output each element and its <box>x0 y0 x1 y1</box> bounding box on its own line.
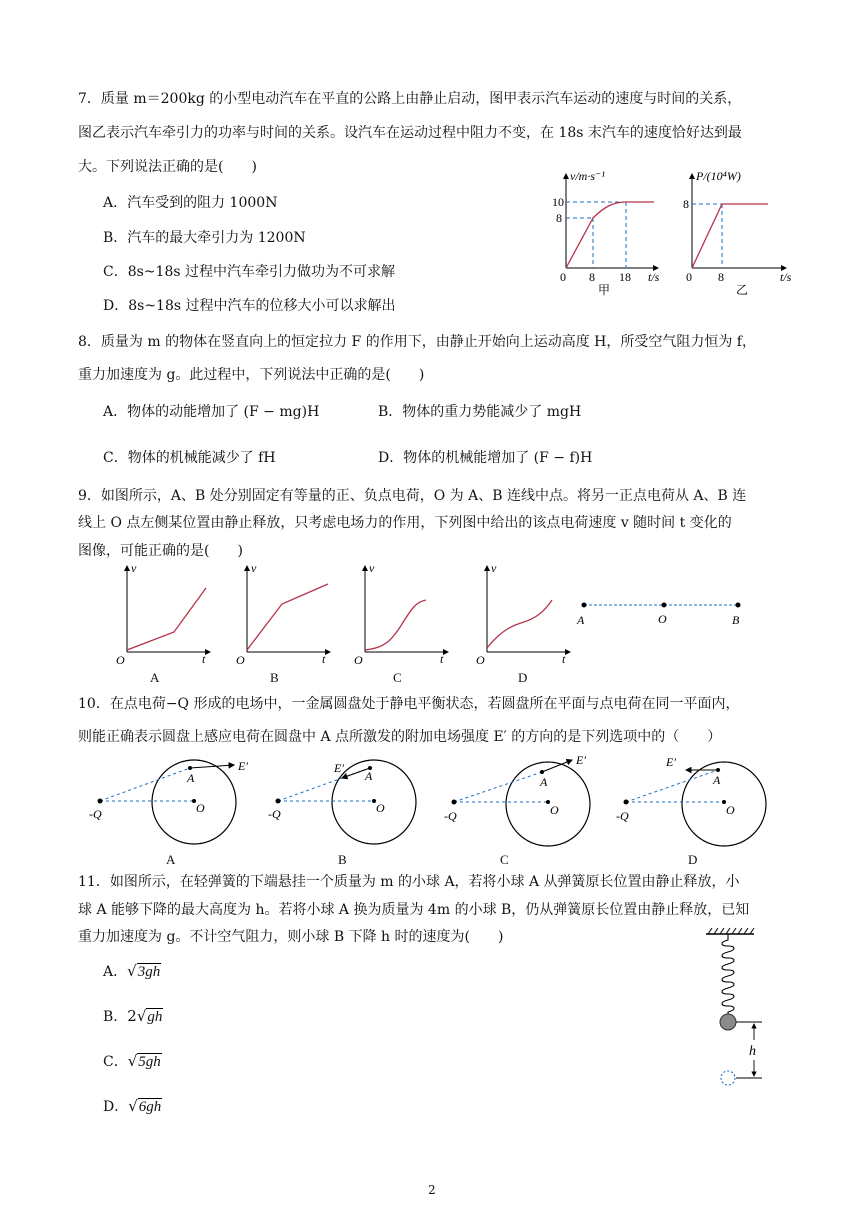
q8-option-b: B．物体的重力势能减少了 mgH <box>378 404 582 420</box>
q10-diagram-a <box>86 752 256 852</box>
q8-option-a: A．物体的动能增加了 (F − mg)H <box>103 404 320 420</box>
q9-charge-line <box>570 595 750 631</box>
q7-option-c: C．8s~18s 过程中汽车牵引力做功为不可求解 <box>103 264 395 280</box>
charge-point <box>276 799 281 804</box>
q7-graph-jia <box>550 168 670 298</box>
q7-stem-line3: 大。下列说法正确的是( ) <box>78 159 257 175</box>
a-label: A <box>713 773 721 787</box>
q7-option-a: A．汽车受到的阻力 1000N <box>103 195 278 211</box>
origin: O <box>476 653 485 667</box>
ylabel: v <box>131 561 137 575</box>
option-radicand: 5gh <box>138 1054 161 1070</box>
spring <box>722 934 734 1014</box>
xlabel: t <box>440 652 444 666</box>
caption: 甲 <box>598 283 611 297</box>
label-a: A <box>577 613 585 627</box>
q9-stem-line2: 线上 O 点左侧某位置由静止释放，只考虑电场力的作用，下列图中给出的该点电荷速度 v 随时间 t 变化的 <box>78 515 732 531</box>
xtick-18: 18 <box>619 270 631 284</box>
q9-graph-b <box>232 562 332 666</box>
page-number: 2 <box>428 1183 436 1197</box>
q9-graph-c <box>350 562 450 666</box>
xlabel: t/s <box>780 270 792 284</box>
point-b <box>736 603 741 608</box>
ylabel: v <box>369 561 375 575</box>
ylabel: P/(10⁴W) <box>696 169 741 183</box>
option-label: A． <box>103 964 128 980</box>
q9-label-d: D <box>518 670 528 685</box>
a-label: A <box>365 769 373 783</box>
origin: 0 <box>686 270 692 284</box>
q11-option-b <box>103 1009 163 1025</box>
o-label: O <box>550 803 559 817</box>
o-label: O <box>726 803 735 817</box>
label-o: O <box>658 612 667 626</box>
ytick-8: 8 <box>556 211 562 225</box>
q7-option-d: D．8s~18s 过程中汽车的位移大小可以求解出 <box>103 298 396 314</box>
q10-diagram-d <box>612 752 782 852</box>
sqrt-icon: √ <box>127 1052 138 1070</box>
charge-point <box>452 800 457 805</box>
q10-label-c: C <box>500 852 509 867</box>
option-radicand: 3gh <box>137 964 161 980</box>
q10-diagram-c <box>440 752 610 852</box>
q11-option-c <box>103 1054 162 1070</box>
sqrt-icon: √ <box>136 1007 147 1025</box>
field-label: E′ <box>666 755 676 769</box>
label-b: B <box>732 613 740 627</box>
q9-label-c: C <box>393 670 402 685</box>
option-label: C． <box>103 1054 128 1070</box>
line-to-a <box>454 772 542 802</box>
line-to-a <box>100 768 190 801</box>
xlabel: t <box>562 652 566 666</box>
charge-label: -Q <box>268 807 281 821</box>
q9-label-b: B <box>270 670 279 685</box>
h-label: h <box>749 1044 756 1059</box>
q10-stem-line1: 10．在点电荷−Q 形成的电场中，一金属圆盘处于静电平衡状态，若圆盘所在平面与点电荷在同一平面内， <box>78 696 740 712</box>
field-arrow <box>190 765 234 768</box>
q9-stem-line1: 9．如图所示，A、B 处分别固定有等量的正、负点电荷，O 为 A、B 连线中点。将另一正点电荷从 A、B 连 <box>78 488 747 504</box>
charge-label: -Q <box>616 809 629 823</box>
o-label: O <box>376 801 385 815</box>
line-to-a <box>626 770 718 802</box>
a-label: A <box>540 775 548 789</box>
charge-point <box>624 800 629 805</box>
ball <box>720 1014 736 1030</box>
origin: O <box>236 653 245 667</box>
q9-stem-line3: 图像，可能正确的是( ) <box>78 543 243 559</box>
v-t-curve <box>127 588 206 650</box>
ylabel: v/m·s⁻¹ <box>570 169 605 183</box>
field-label: E′ <box>334 761 344 775</box>
sqrt-icon: √ <box>127 962 137 980</box>
origin: 0 <box>560 270 566 284</box>
ceiling-hatch <box>708 928 754 934</box>
q11-option-a <box>103 964 161 980</box>
option-radicand: gh <box>147 1009 163 1025</box>
q10-diagram-b <box>262 752 432 852</box>
xlabel: t <box>322 652 326 666</box>
a-label: A <box>187 771 195 785</box>
q10-label-a: A <box>166 852 176 867</box>
o-label: O <box>196 801 205 815</box>
option-radicand: 6gh <box>138 1099 162 1115</box>
q11-stem-line1: 11．如图所示，在轻弹簧的下端悬挂一个质量为 m 的小球 A，若将小球 A 从弹簧原长位置由静止释放，小 <box>78 874 740 890</box>
v-t-curve <box>566 202 654 268</box>
charge-label: -Q <box>89 807 102 821</box>
q8-option-c: C．物体的机械能减少了 fH <box>103 450 276 466</box>
q11-stem-line2: 球 A 能够下降的最大高度为 h。若将小球 A 换为质量为 4m 的小球 B，仍从弹簧原长位置由静止释放，已知 <box>78 902 750 918</box>
point-o <box>662 603 667 608</box>
q11-spring-diagram <box>700 926 780 1088</box>
q7-stem-line2: 图乙表示汽车牵引力的功率与时间的关系。设汽车在运动过程中阻力不变，在 18s 末汽车的速度恰好达到最 <box>78 125 742 141</box>
ylabel: v <box>251 561 257 575</box>
xlabel: t/s <box>648 270 660 284</box>
q8-option-d: D．物体的机械能增加了 (F − f)H <box>378 450 593 466</box>
q7-option-b: B．汽车的最大牵引力为 1200N <box>103 230 306 246</box>
ylabel: v <box>491 561 497 575</box>
charge-label: -Q <box>444 809 457 823</box>
xtick-8: 8 <box>589 270 595 284</box>
ytick-8: 8 <box>683 197 689 211</box>
q11-stem-line3: 重力加速度为 g。不计空气阻力，则小球 B 下降 h 时的速度为( ) <box>78 929 504 945</box>
q10-label-b: B <box>338 852 347 867</box>
v-t-curve <box>487 600 552 648</box>
q8-stem-line1: 8．质量为 m 的物体在竖直向上的恒定拉力 F 的作用下，由静止开始向上运动高度 H，所受空气阻力恒为 f， <box>78 334 756 350</box>
q8-stem-line2: 重力加速度为 g。此过程中，下列说法中正确的是( ) <box>78 367 425 383</box>
caption: 乙 <box>736 283 749 297</box>
point-a <box>582 603 587 608</box>
q11-option-d <box>103 1099 162 1115</box>
option-label: B． <box>103 1009 128 1025</box>
xtick-8: 8 <box>718 270 724 284</box>
ytick-10: 10 <box>552 195 564 209</box>
q7-graph-yi <box>680 168 800 298</box>
q9-graph-d <box>472 562 572 666</box>
option-coef: 2 <box>127 1007 137 1025</box>
xlabel: t <box>202 652 206 666</box>
sqrt-icon: √ <box>128 1097 138 1115</box>
field-label: E′ <box>576 753 586 767</box>
origin: O <box>354 653 363 667</box>
v-t-curve <box>247 584 328 650</box>
q9-graph-a <box>112 562 212 666</box>
q9-label-a: A <box>150 670 160 685</box>
p-t-curve <box>692 204 768 268</box>
charge-point <box>98 799 103 804</box>
ball-lowest-position <box>721 1071 735 1085</box>
field-label: E′ <box>238 759 248 773</box>
q7-stem-line1: 7．质量 m＝200kg 的小型电动汽车在平直的公路上由静止启动，图甲表示汽车运动的速度与时间的关系， <box>78 91 742 107</box>
q10-label-d: D <box>688 852 698 867</box>
v-t-curve <box>365 600 426 650</box>
origin: O <box>116 653 125 667</box>
option-label: D． <box>103 1099 129 1115</box>
q10-stem-line2: 则能正确表示圆盘上感应电荷在圆盘中 A 点所激发的附加电场强度 E′ 的方向的是下列选项中的（ ） <box>78 729 722 745</box>
